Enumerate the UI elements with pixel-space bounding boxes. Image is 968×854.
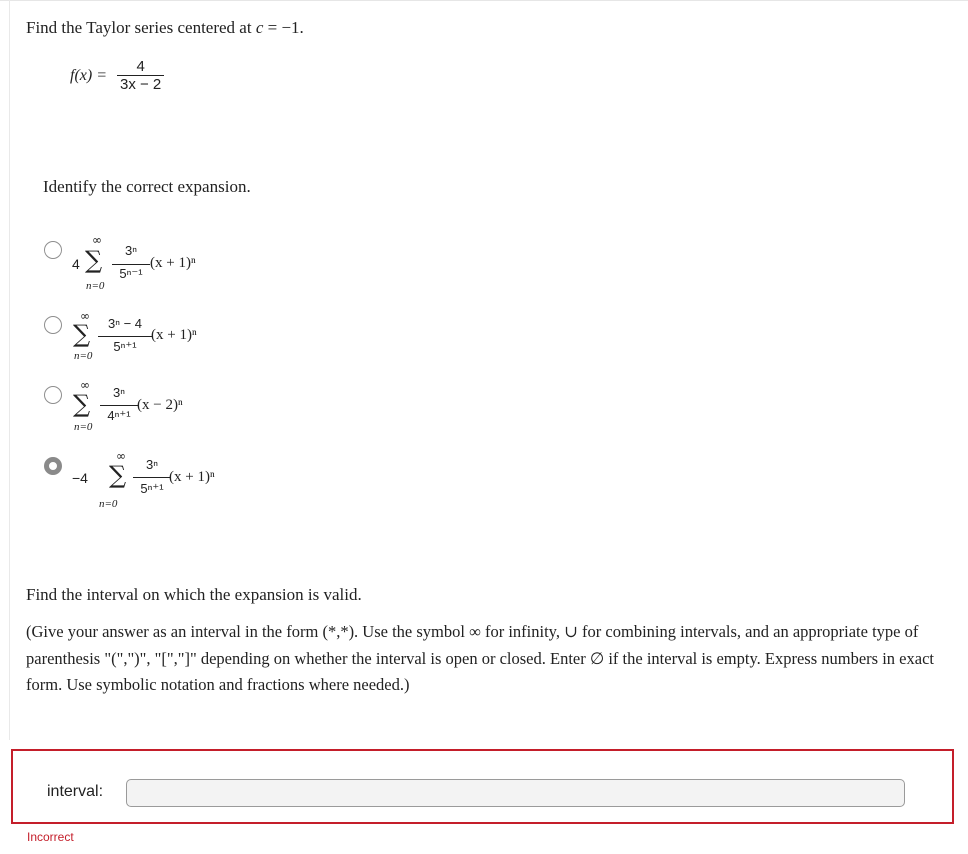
option-4-upper: ∞ [116,449,126,463]
option-1-radio[interactable] [44,241,62,259]
option-1-term: (x + 1)ⁿ [150,255,196,271]
option-3-numerator: 3ⁿ [113,385,125,400]
top-border [0,0,968,1]
option-4-numerator: 3ⁿ [146,457,158,472]
option-3-radio[interactable] [44,386,62,404]
option-2-term: (x + 1)ⁿ [151,327,197,343]
option-3-denominator: 4ⁿ⁺¹ [107,408,131,423]
option-1-coef: 4 [72,256,80,272]
option-1-numerator: 3ⁿ [125,243,137,258]
function-definition: f(x) = $\frac{4}{3x - 2}$ [70,58,164,94]
option-3-term: (x − 2)ⁿ [137,397,183,413]
option-3-upper: ∞ [80,378,90,392]
option-2-denominator: 5ⁿ⁺¹ [113,339,137,354]
option-3-lower: n=0 [74,421,93,433]
option-1-lower: n=0 [86,280,105,292]
option-2-upper: ∞ [80,309,90,323]
option-1-sigma: ∑ [85,246,103,274]
interval-input[interactable] [126,779,905,807]
option-1-denominator: 5ⁿ⁻¹ [119,266,143,281]
option-1-fraction-bar [112,264,150,265]
option-4-sigma: ∑ [109,461,127,489]
option-2-numerator: 3ⁿ − 4 [107,316,143,331]
option-2-lower: n=0 [74,350,93,362]
option-4-term: (x + 1)ⁿ [169,469,215,485]
option-3-sigma: ∑ [73,390,91,418]
status-incorrect: Incorrect [27,830,74,844]
option-2-radio[interactable] [44,316,62,334]
interval-label: interval: [47,783,104,800]
option-2-fraction-bar [98,336,152,337]
question-prompt: Find the Taylor series centered at c = −1. [26,18,304,37]
option-4-denominator: 5ⁿ⁺¹ [140,481,164,496]
option-4-lower: n=0 [99,498,118,510]
option-3-fraction-bar [100,405,138,406]
left-border [9,0,10,740]
option-4-fraction-bar [133,477,171,478]
part1-title: Identify the correct expansion. [43,177,251,196]
option-1-upper: ∞ [92,233,102,247]
option-4-coef: −4 [72,470,88,486]
option-2-sigma: ∑ [73,320,91,348]
instructions: (Give your answer as an interval in the form (*,*). Use the symbol ∞ for infinity, ∪ for combining intervals, and an appropriate type of parenthesis "(",")", "[","]" depending on whether the interval is open or closed. Enter ∅ if the interval is empty. Express numbers in exact form. Use symbolic notation and fractions where needed.) [26,622,934,694]
part2-title: Find the interval on which the expansion is valid. [26,585,362,604]
option-4-radio[interactable] [44,457,62,475]
